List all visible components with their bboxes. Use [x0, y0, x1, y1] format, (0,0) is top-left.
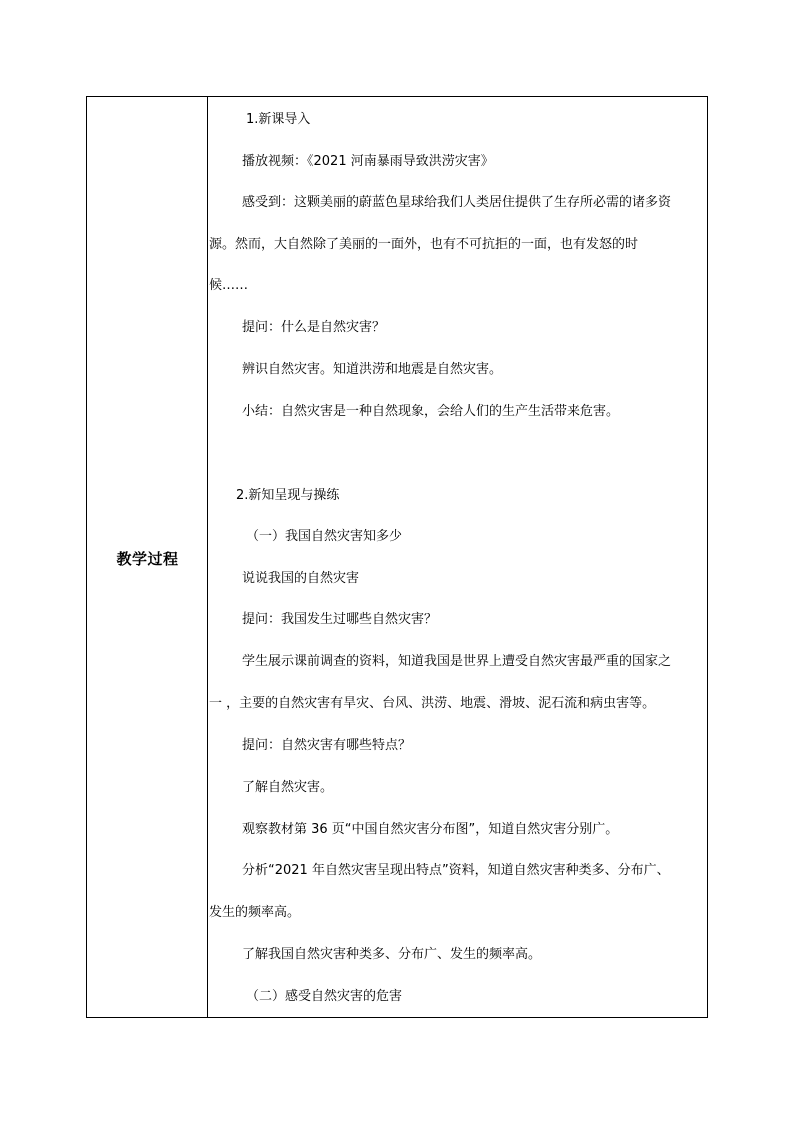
- paragraph-line: 源。然而，大自然除了美丽的一面外，也有不可抗拒的一面，也有发怒的时: [209, 237, 639, 252]
- paragraph-line: 播放视频：《2021 河南暴雨导致洪涝灾害》: [242, 154, 494, 169]
- paragraph-line: 感受到：这颗美丽的蔚蓝色星球给我们人类居住提供了生存所必需的诸多资: [242, 195, 672, 210]
- paragraph-line: 了解我国自然灾害种类多、分布广、发生的频率高。: [242, 947, 542, 962]
- paragraph-line: 提问：自然灾害有哪些特点？: [242, 738, 412, 753]
- paragraph-line: 说说我国的自然灾害: [242, 571, 360, 586]
- paragraph-line: 提问：我国发生过哪些自然灾害？: [242, 612, 438, 627]
- lesson-table: [86, 96, 708, 1018]
- paragraph-line: 一 ，主要的自然灾害有旱灾、台风、洪涝、地震、滑坡、泥石流和病虫害等。: [209, 696, 656, 711]
- paragraph-line: 提问：什么是自然灾害？: [242, 320, 386, 335]
- paragraph-line: 小结：自然灾害是一种自然现象，会给人们的生产生活带来危害。: [242, 404, 620, 419]
- paragraph-line: 学生展示课前调查的资料，知道我国是世界上遭受自然灾害最严重的国家之: [242, 654, 672, 669]
- paragraph-line: 发生的频率高。: [209, 905, 301, 920]
- paragraph-line: 了解自然灾害。: [242, 780, 334, 795]
- heading-new-lesson: 1.新课导入: [246, 112, 311, 127]
- paragraph-line: 分析“2021 年自然灾害呈现出特点”资料，知道自然灾害种类多、分布广、: [242, 863, 670, 878]
- paragraph-line: 观察教材第 36 页“中国自然灾害分布图”，知道自然灾害分别广。: [242, 822, 619, 837]
- content-column: [209, 97, 707, 1017]
- heading-new-knowledge: 2.新知呈现与操练: [236, 488, 340, 503]
- paragraph-line: 辨识自然灾害。知道洪涝和地震是自然灾害。: [242, 362, 503, 377]
- subheading-2: （二）感受自然灾害的危害: [246, 989, 403, 1004]
- section-label: 教学过程: [116, 550, 179, 568]
- label-column: [87, 97, 208, 1017]
- paragraph-line: 候……: [209, 278, 249, 293]
- subheading-1: （一）我国自然灾害知多少: [246, 529, 403, 544]
